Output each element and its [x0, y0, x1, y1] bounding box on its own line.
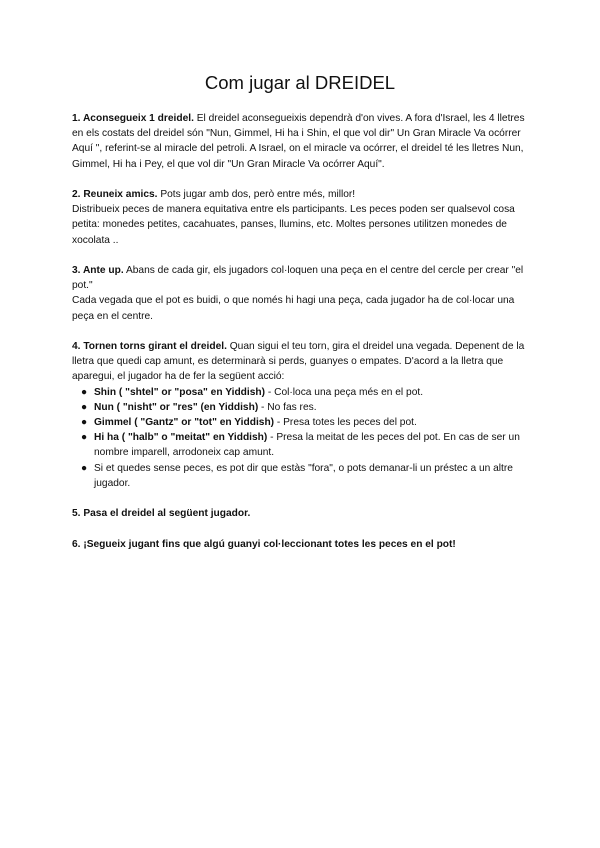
step-5	[72, 506, 532, 521]
list-item	[72, 400, 532, 415]
bullet-icon: ●	[81, 386, 88, 398]
letter-action: Si et quedes sense peces, es pot dir que estàs "fora", o pots demanar-li un préstec a un altre jugador.	[94, 462, 513, 489]
step-1-paragraph	[72, 111, 532, 172]
letter-name: Shin ( "shtel" or "posa" en Yiddish)	[94, 386, 266, 398]
step-2-text: Pots jugar amb dos, però entre més, millor!	[157, 189, 356, 200]
step-1-text: El dreidel aconsegueixis dependrà d'on vives. A fora d'Israel, les 4 lletres en els costats del dreidel són "Nun, Gimmel, Hi ha i Shin, el que vol dir" Un Gran Miracle Va ocórrer Aquí ", referint-se al miracle del petroli. A Israel, on el miracle va ocórrer, el dreidel té les lletres Nun, Gimmel, Hi ha i Pey, el que vol dir "Un Gran Miracle Va ocórrer Aquí".	[72, 113, 525, 170]
letter-name: Hi ha ( "halb" o "meitat" en Yiddish)	[94, 432, 268, 444]
letter-actions-list	[72, 385, 532, 491]
bullet-icon: ●	[81, 417, 88, 429]
step-1-heading: 1. Aconsegueix 1 dreidel.	[72, 113, 194, 124]
step-1	[72, 111, 532, 172]
step-5-heading: 5. Pasa el dreidel al següent jugador.	[72, 508, 251, 520]
bullet-icon: ●	[81, 432, 88, 444]
step-4-heading: 4. Tornen torns girant el dreidel.	[72, 341, 227, 352]
bullet-icon: ●	[81, 462, 88, 474]
list-item	[72, 430, 532, 460]
step-4	[72, 339, 532, 491]
step-2-detail: Distribueix peces de manera equitativa entre els participants. Les peces poden ser qualsevol cosa petita: monedes petites, cacahuates, panses, llumins, etc. Moltes persones utilitzen monedes de xocolata ..	[72, 204, 515, 246]
letter-action: - Presa totes les peces del pot.	[274, 417, 417, 429]
step-2-paragraph	[72, 187, 532, 202]
letter-action: - No fas res.	[258, 401, 317, 413]
list-item	[72, 415, 532, 430]
step-3-text: Abans de cada gir, els jugadors col·loquen una peça en el centre del cercle per crear "el pot."	[72, 265, 524, 292]
step-3-detail: Cada vegada que el pot es buidi, o que només hi hagi una peça, cada jugador ha de col·locar una peça en el centre.	[72, 295, 515, 322]
step-6	[72, 537, 532, 552]
step-4-paragraph	[72, 339, 532, 385]
bullet-icon: ●	[81, 401, 88, 413]
letter-name: Nun ( "nisht" or "res" (en Yiddish)	[94, 401, 259, 413]
step-5-paragraph	[72, 506, 532, 521]
letter-name: Gimmel ( "Gantz" or "tot" en Yiddish)	[94, 417, 275, 429]
letter-action: - Presa la meitat de les peces del pot. En cas de ser un nombre imparell, arrodoneix cap amunt.	[94, 432, 520, 459]
step-2-heading: 2. Reuneix amics.	[72, 189, 158, 200]
step-4-text: Quan sigui el teu torn, gira el dreidel una vegada. Depenent de la lletra que quedi cap amunt, es determinarà si perds, guanyes o empates. D'acord a la lletra que aparegui, el jugador ha de fer la següent acció:	[72, 341, 525, 383]
page-title: Com jugar al DREIDEL	[204, 72, 396, 93]
step-6-heading: 6. ¡Segueix jugant fins que algú guanyi col·leccionant totes les peces en el pot!	[72, 538, 456, 550]
list-item	[72, 385, 532, 400]
letter-action: - Col·loca una peça més en el pot.	[265, 386, 424, 398]
step-2	[72, 187, 532, 248]
step-3	[72, 263, 532, 324]
step-3-paragraph	[72, 263, 532, 293]
list-item	[72, 461, 532, 491]
document-body	[72, 111, 532, 567]
step-3-heading: 3. Ante up.	[72, 265, 124, 276]
step-6-paragraph	[72, 537, 532, 552]
